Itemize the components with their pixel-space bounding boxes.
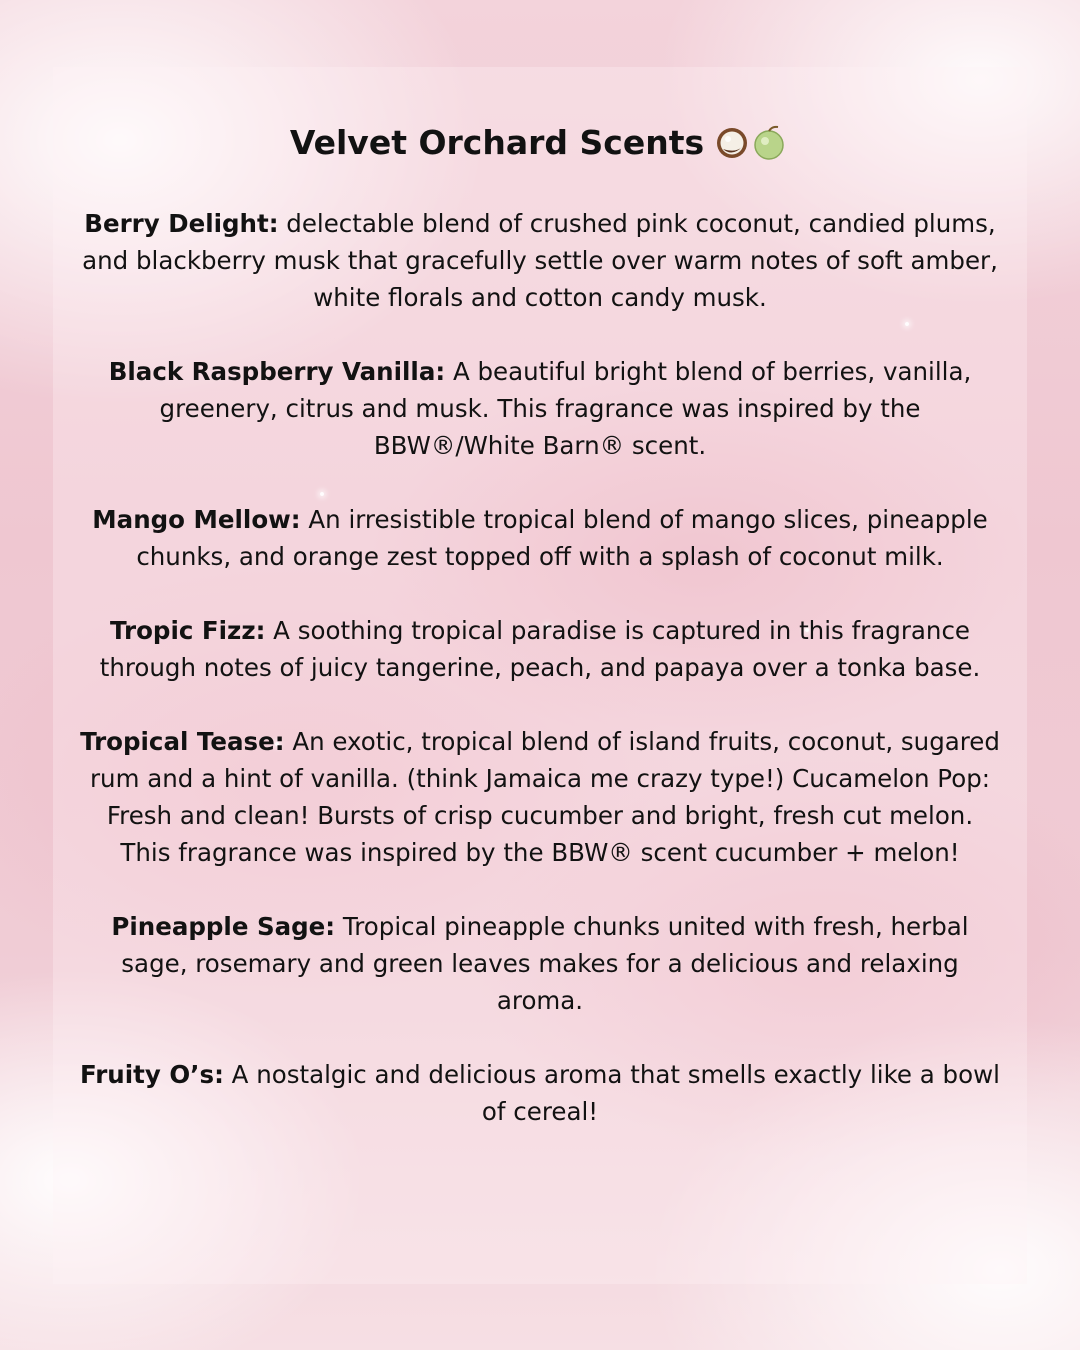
coconut-icon — [717, 128, 747, 158]
scent-name: Tropical Tease: — [80, 727, 285, 756]
scent-name: Tropic Fizz: — [110, 616, 266, 645]
scent-name: Berry Delight: — [84, 209, 279, 238]
scent-list — [80, 205, 1000, 1167]
scent-name: Black Raspberry Vanilla: — [108, 357, 446, 386]
scent-description: A nostalgic and delicious aroma that smells exactly like a bowl of cereal! — [231, 1060, 1000, 1126]
scent-description: An exotic, tropical blend of island fruits, coconut, sugared rum and a hint of vanilla. (think Jamaica me crazy type!) Cucamelon Pop: Fresh and clean! Bursts of crisp cucumber and bright, fresh cut melon. This fragrance was inspired by the BBW® scent cucumber + melon! — [89, 727, 1000, 867]
title-icons — [714, 124, 790, 174]
scent-description: A soothing tropical paradise is captured in this fragrance through notes of juicy tangerine, peach, and papaya over a tonka base. — [99, 616, 981, 682]
scent-description: delectable blend of crushed pink coconut, candied plums, and blackberry musk that gracefully settle over warm notes of soft amber, white florals and cotton candy musk. — [82, 209, 998, 312]
scent-description: An irresistible tropical blend of mango slices, pineapple chunks, and orange zest topped off with a splash of coconut milk. — [136, 505, 988, 571]
coconut-pair-icon — [714, 124, 790, 160]
scent-entry-berry-delight — [80, 205, 1000, 316]
scent-entry-tropic-fizz — [80, 612, 1000, 686]
scent-description: A beautiful bright blend of berries, vanilla, greenery, citrus and musk. This fragrance was inspired by the BBW®/White Barn® scent. — [159, 357, 972, 460]
page-title — [0, 118, 1080, 174]
scent-entry-mango-mellow — [80, 501, 1000, 575]
scent-entry-tropical-tease — [80, 723, 1000, 871]
scent-name: Fruity O’s: — [80, 1060, 224, 1089]
page-title-text: Velvet Orchard Scents — [289, 123, 705, 162]
scent-name: Pineapple Sage: — [111, 912, 336, 941]
scent-name: Mango Mellow: — [92, 505, 301, 534]
scent-entry-black-raspberry-vanilla — [80, 353, 1000, 464]
green-coconut-icon — [755, 127, 783, 159]
scent-entry-fruity-os — [80, 1056, 1000, 1130]
scent-entry-pineapple-sage — [80, 908, 1000, 1019]
scent-description: Tropical pineapple chunks united with fresh, herbal sage, rosemary and green leaves makes for a delicious and relaxing aroma. — [121, 912, 969, 1015]
